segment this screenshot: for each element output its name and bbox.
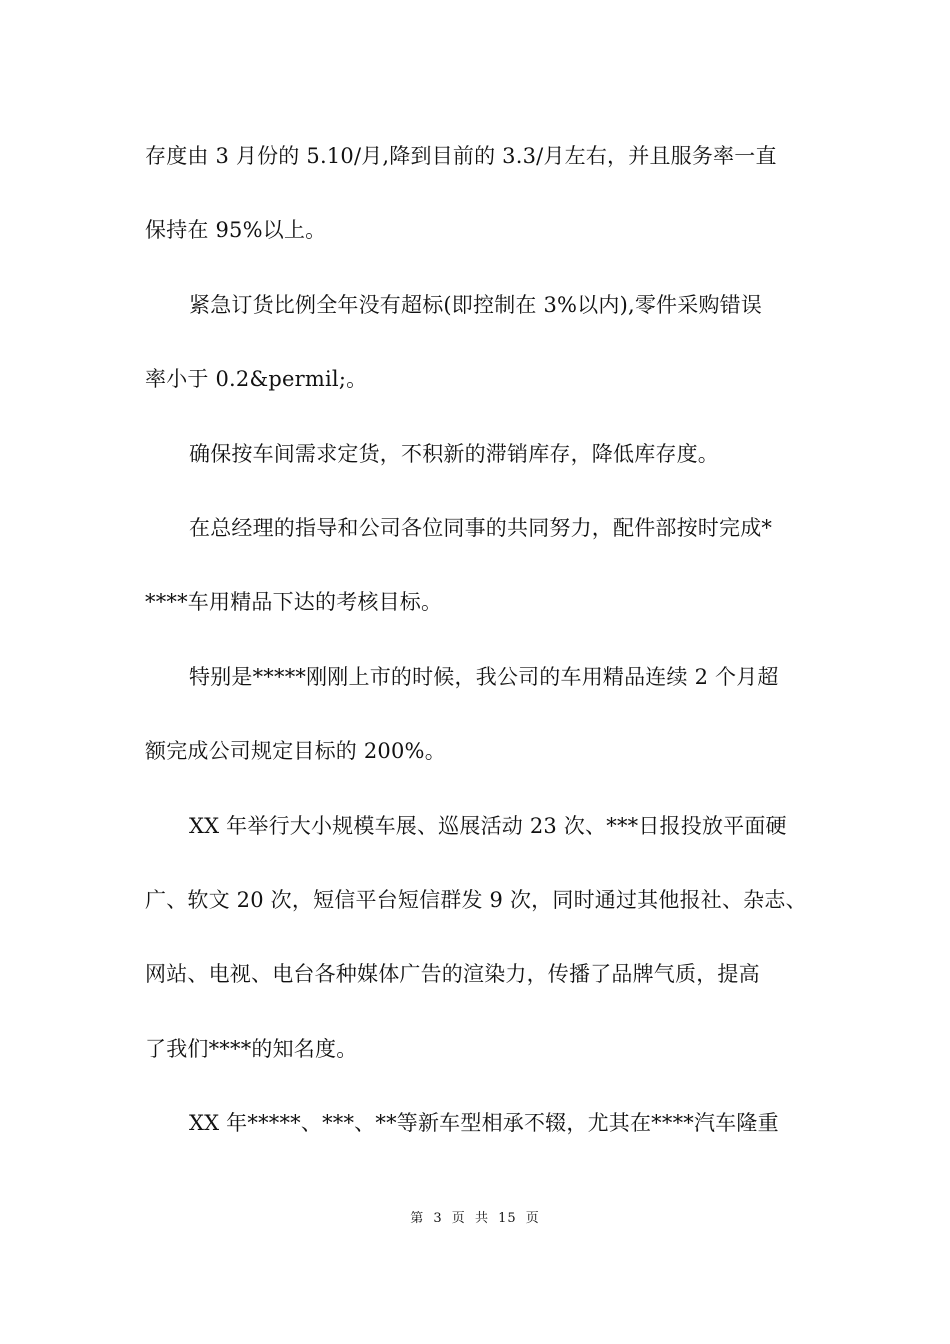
text-line-7: ****车用精品下达的考核目标。: [145, 590, 443, 615]
text-line-2: 保持在 95%以上。: [145, 218, 327, 243]
footer-total-pages: 15: [498, 1211, 517, 1226]
text-line-13: 了我们****的知名度。: [145, 1036, 358, 1061]
footer-total-prefix: 共: [474, 1211, 489, 1226]
footer-page-unit: 页: [451, 1211, 466, 1226]
footer-prefix: 第: [410, 1211, 425, 1226]
footer-total-unit: 页: [525, 1211, 540, 1226]
text-line-5: 确保按车间需求定货，不积新的滞销库存，降低库存度。: [189, 441, 719, 466]
text-line-9: 额完成公司规定目标的 200%。: [145, 739, 446, 764]
text-line-12: 网站、电视、电台各种媒体广告的渲染力，传播了品牌气质，提高: [145, 962, 760, 987]
text-line-6: 在总经理的指导和公司各位同事的共同努力，配件部按时完成*: [189, 515, 773, 540]
text-line-10: XX 年举行大小规模车展、巡展活动 23 次、***日报投放平面硬: [189, 813, 787, 838]
text-line-4: 率小于 0.2&permil;。: [145, 367, 368, 392]
text-line-11: 广、软文 20 次，短信平台短信群发 9 次，同时通过其他报社、杂志、: [145, 887, 807, 912]
text-line-14: XX 年*****、***、**等新车型相承不辍，尤其在****汽车隆重: [189, 1111, 779, 1136]
document-body: [145, 128, 825, 1169]
page-footer: [0, 1207, 950, 1226]
text-line-8: 特别是*****刚刚上市的时候，我公司的车用精品连续 2 个月超: [189, 664, 779, 689]
footer-current-page: 3: [433, 1211, 443, 1226]
text-line-1: 存度由 3 月份的 5.10/月,降到目前的 3.3/月左右，并且服务率一直: [145, 144, 777, 168]
text-line-3: 紧急订货比例全年没有超标(即控制在 3%以内),零件采购错误: [189, 292, 763, 317]
